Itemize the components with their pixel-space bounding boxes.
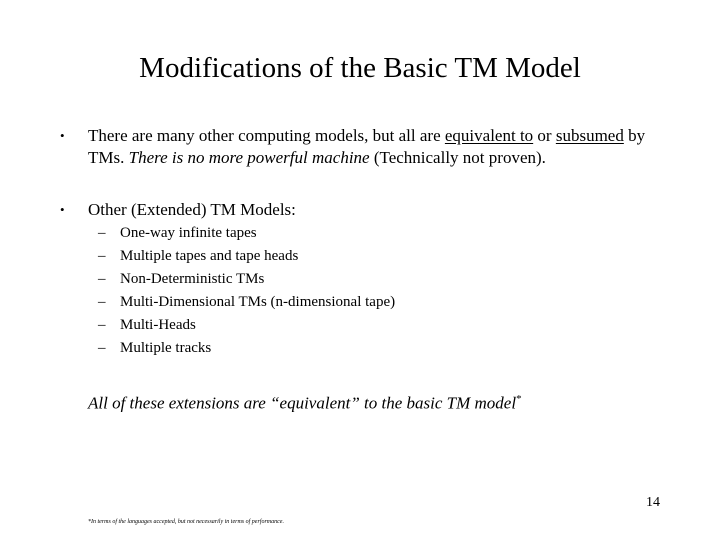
slide-title: Modifications of the Basic TM Model <box>139 52 581 84</box>
list-item-label: Multi-Heads <box>120 317 196 333</box>
list-item <box>98 222 598 245</box>
bullet-marker: • <box>60 202 65 217</box>
dash-marker: – <box>98 271 106 287</box>
dash-marker: – <box>98 317 106 333</box>
list-item-label: Multiple tracks <box>120 340 212 356</box>
dash-marker: – <box>98 340 106 356</box>
emphasis-text: There is no more powerful machine <box>128 148 370 167</box>
bullet-marker: • <box>60 128 65 143</box>
list-item-label: One-way infinite tapes <box>120 225 257 241</box>
bullet-text-part: (Technically not proven). <box>369 148 546 167</box>
list-item-label: Multi-Dimensional TMs (n-dimensional tape) <box>120 294 396 310</box>
page-number: 14 <box>646 495 660 510</box>
list-item-label: Multiple tapes and tape heads <box>120 248 299 264</box>
bullet-text-part: or <box>533 126 556 145</box>
bullet-text <box>88 125 678 169</box>
list-item <box>98 337 598 360</box>
bullet-text-part: by TMs. <box>88 126 646 167</box>
dash-marker: – <box>98 248 106 264</box>
summary-text: All of these extensions are “equivalent” to the basic TM model <box>88 393 517 413</box>
list-item <box>98 268 598 291</box>
bullet-text: Other (Extended) TM Models: <box>88 200 296 219</box>
list-item <box>98 291 598 314</box>
footnote: *In terms of the languages accepted, but not necessarily in terms of performance. <box>88 519 284 525</box>
dash-marker: – <box>98 294 106 310</box>
list-item-label: Non-Deterministic TMs <box>120 271 265 287</box>
footnote-marker: * <box>516 393 522 405</box>
list-item <box>98 245 598 268</box>
underlined-term-subsumed: subsumed <box>555 126 624 145</box>
underlined-term-equivalent: equivalent to <box>444 126 534 145</box>
extended-models-list <box>98 222 598 360</box>
bullet-text-part: There are many other computing models, but all are <box>88 126 445 145</box>
dash-marker: – <box>98 225 106 241</box>
summary-statement <box>88 386 688 417</box>
list-item <box>98 314 598 337</box>
